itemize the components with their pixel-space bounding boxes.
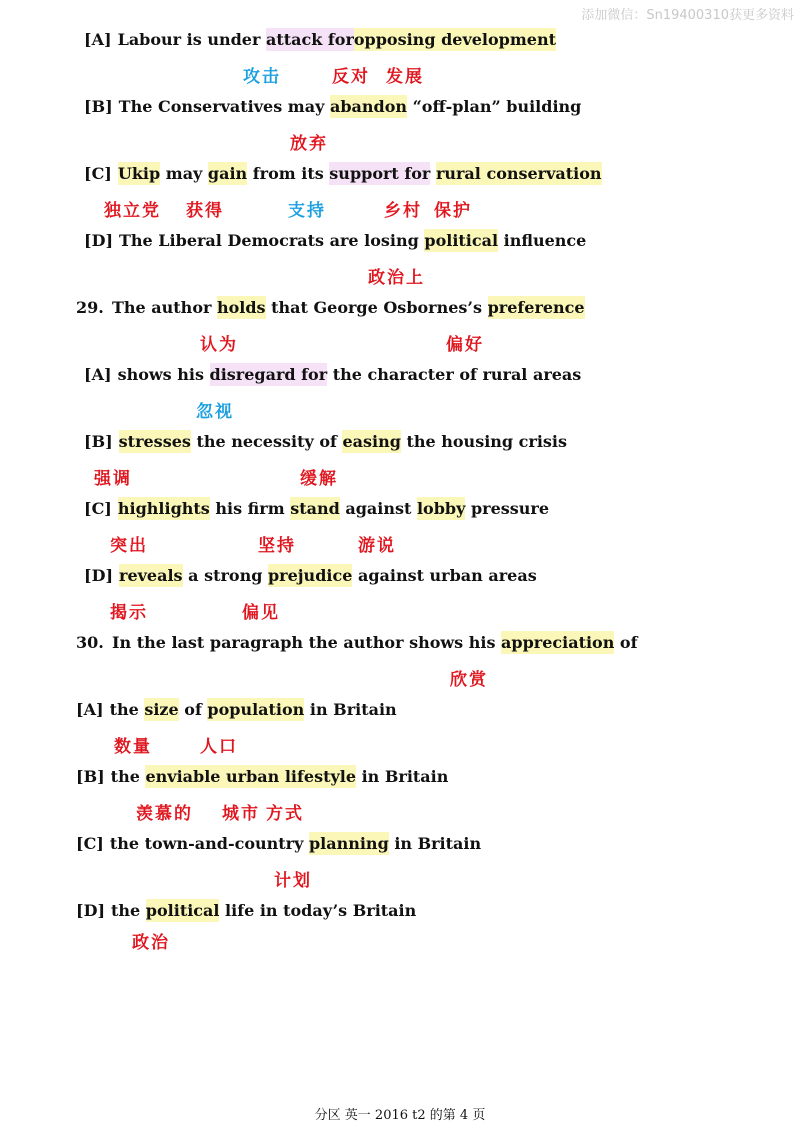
highlight: planning: [308, 834, 389, 853]
option-label: [C]: [76, 834, 104, 853]
highlight: stand: [290, 499, 340, 518]
annotation: 数量: [114, 737, 152, 757]
highlight: enviable urban lifestyle: [145, 767, 357, 786]
option-text: The Liberal Democrats are losing: [119, 231, 425, 250]
option-label: [A]: [84, 365, 112, 384]
highlight: size: [144, 700, 179, 719]
option-text: The Conservatives may: [118, 97, 330, 116]
annotation: 方式: [266, 804, 304, 824]
q29-stem: [76, 295, 585, 321]
annotation: 认为: [200, 335, 238, 355]
q30-stem: [76, 630, 637, 656]
annotation: 强调: [94, 469, 132, 489]
page-footer: 分区 英一 2016 t2 的第 4 页: [314, 1108, 486, 1123]
highlight: easing: [342, 432, 401, 451]
highlight: holds: [216, 298, 266, 317]
highlight: attack for: [265, 30, 354, 49]
question-text: The author: [112, 298, 217, 317]
option-label: [B]: [76, 767, 105, 786]
question-text: In the last paragraph the author shows his: [112, 633, 502, 652]
annotation: 忽视: [196, 402, 234, 422]
option-label: [C]: [84, 164, 112, 183]
annotation: 发展: [386, 67, 424, 87]
annotation: 坚持: [258, 536, 296, 556]
option-text: a strong: [182, 566, 268, 585]
annotation: 计划: [274, 871, 312, 891]
option-text: life in today’s Britain: [219, 901, 417, 920]
annotation: 反对: [332, 67, 370, 87]
annotation: 保护: [434, 201, 472, 221]
highlight: abandon: [329, 97, 408, 116]
highlight: disregard for: [209, 365, 328, 384]
question-text: of: [614, 633, 638, 652]
option-text: Labour is under: [117, 30, 266, 49]
highlight: gain: [207, 164, 248, 183]
option-text: the: [109, 700, 145, 719]
question-text: that George Osbornes’s: [265, 298, 488, 317]
watermark: 添加微信：Sn19400310获更多资料: [581, 8, 794, 23]
q29-option-d: [84, 563, 537, 589]
option-text: the: [110, 767, 146, 786]
option-label: [A]: [76, 700, 104, 719]
annotation: 乡村: [384, 201, 422, 221]
highlight: stresses: [118, 432, 191, 451]
q30-option-b: [76, 764, 448, 790]
annotation: 揭示: [110, 603, 148, 623]
question-number: 29.: [76, 298, 104, 317]
highlight: Ukip: [117, 164, 161, 183]
annotation: 游说: [358, 536, 396, 556]
option-text: the: [111, 901, 146, 920]
q30-option-a: [76, 697, 397, 723]
q29-option-a: [84, 362, 581, 388]
option-label: [C]: [84, 499, 112, 518]
option-text: the character of rural areas: [327, 365, 582, 384]
annotation: 支持: [288, 201, 326, 221]
q29-option-c: [84, 496, 549, 522]
q30-option-c: [76, 831, 481, 857]
option-text: may: [160, 164, 208, 183]
annotation: 攻击: [243, 67, 281, 87]
option-label: [D]: [76, 901, 106, 920]
highlight: rural conservation: [435, 164, 602, 183]
option-text: against: [339, 499, 417, 518]
annotation: 人口: [200, 737, 238, 757]
option-label: [A]: [84, 30, 112, 49]
highlight: appreciation: [501, 633, 615, 652]
option-text: in Britain: [356, 767, 449, 786]
q28-option-c: [84, 161, 602, 187]
annotation: 政治: [132, 933, 170, 953]
option-text: the necessity of: [190, 432, 343, 451]
option-label: [B]: [84, 97, 113, 116]
annotation: 放弃: [290, 134, 328, 154]
option-text: in Britain: [304, 700, 397, 719]
option-text: of: [178, 700, 208, 719]
highlight: preference: [487, 298, 585, 317]
highlight: support for: [329, 164, 431, 183]
annotation: 羡慕的: [136, 804, 193, 824]
option-text: shows his: [117, 365, 210, 384]
annotation: 政治上: [368, 268, 425, 288]
option-label: [D]: [84, 231, 114, 250]
highlight: population: [207, 700, 305, 719]
question-number: 30.: [76, 633, 104, 652]
annotation: 获得: [186, 201, 224, 221]
highlight: lobby: [416, 499, 466, 518]
option-text: his firm: [209, 499, 291, 518]
option-text: the housing crisis: [400, 432, 568, 451]
annotation: 缓解: [300, 469, 338, 489]
q28-option-d: [84, 228, 586, 254]
q28-option-b: [84, 94, 581, 120]
highlight: political: [145, 901, 220, 920]
annotation: 突出: [110, 536, 148, 556]
annotation: 偏见: [242, 603, 280, 623]
option-label: [D]: [84, 566, 114, 585]
option-label: [B]: [84, 432, 113, 451]
option-text: from its: [247, 164, 330, 183]
highlight: political: [424, 231, 499, 250]
option-text: influence: [498, 231, 587, 250]
option-text: against urban areas: [352, 566, 537, 585]
q29-option-b: [84, 429, 567, 455]
option-text: in Britain: [388, 834, 482, 853]
highlight: highlights: [117, 499, 210, 518]
annotation: 偏好: [446, 335, 484, 355]
highlight: reveals: [119, 566, 183, 585]
q30-option-d: [76, 898, 416, 924]
highlight: opposing development: [353, 30, 556, 49]
option-text: the town-and-country: [109, 834, 309, 853]
annotation: 城市: [222, 804, 260, 824]
option-text: “off-plan” building: [407, 97, 582, 116]
annotation: 独立党: [104, 201, 161, 221]
q28-option-a: [84, 27, 556, 53]
option-text: pressure: [465, 499, 550, 518]
annotation: 欣赏: [450, 670, 488, 690]
highlight: prejudice: [267, 566, 353, 585]
